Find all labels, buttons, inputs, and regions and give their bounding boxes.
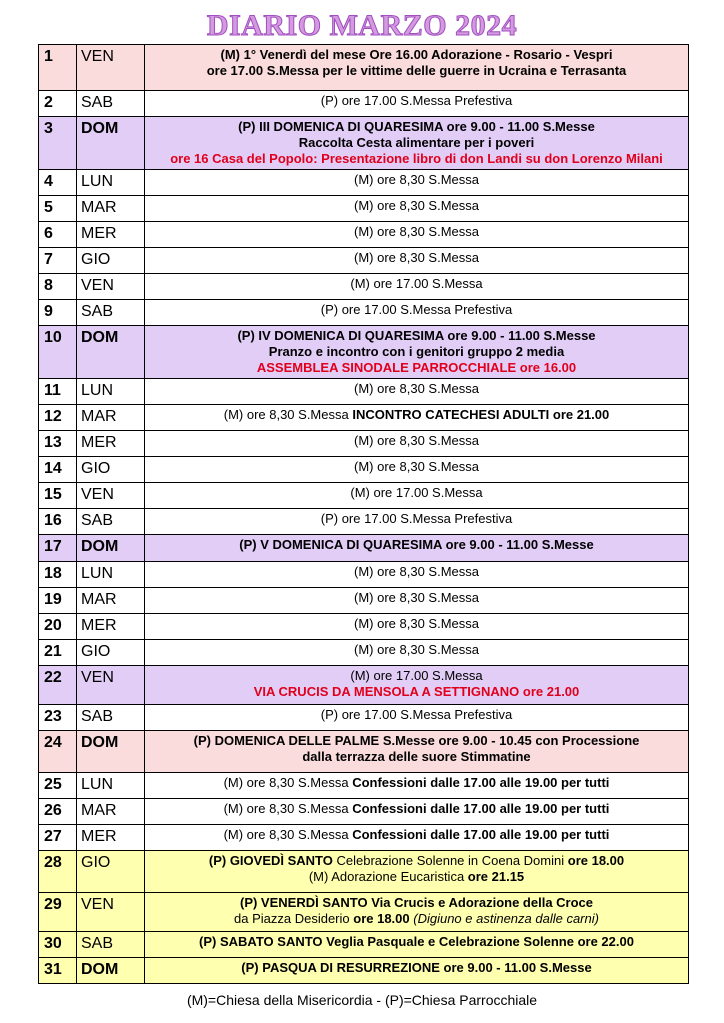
weekday: MAR	[77, 196, 145, 222]
event-text: (P) V DOMENICA DI QUARESIMA ore 9.00 - 11.00 S.Messe	[239, 537, 594, 552]
weekday: LUN	[77, 562, 145, 588]
event-text: Raccolta Cesta alimentare per i poveri	[298, 135, 535, 150]
weekday: GIO	[77, 640, 145, 666]
day-number: 28	[39, 851, 77, 893]
event-line	[149, 151, 684, 167]
weekday: VEN	[77, 45, 145, 91]
weekday: SAB	[77, 509, 145, 535]
day-number: 23	[39, 705, 77, 731]
diary-row	[39, 222, 689, 248]
event-line	[149, 302, 684, 318]
event-line	[149, 642, 684, 658]
event-cell	[145, 405, 689, 431]
day-number: 8	[39, 274, 77, 300]
event-cell	[145, 893, 689, 932]
event-text: (M) ore 17.00 S.Messa	[350, 668, 483, 683]
weekday: DOM	[77, 731, 145, 773]
weekday: MER	[77, 222, 145, 248]
diary-row	[39, 45, 689, 91]
event-cell	[145, 483, 689, 509]
event-cell	[145, 379, 689, 405]
event-text: (P) DOMENICA DELLE PALME S.Messe ore 9.00 - 10.45 con Processione	[193, 733, 640, 748]
event-line	[149, 616, 684, 632]
weekday: MER	[77, 825, 145, 851]
event-line	[149, 564, 684, 580]
diary-row	[39, 248, 689, 274]
weekday: DOM	[77, 535, 145, 562]
weekday: MER	[77, 614, 145, 640]
diary-row	[39, 705, 689, 731]
event-line	[149, 344, 684, 360]
event-cell	[145, 91, 689, 117]
weekday: LUN	[77, 170, 145, 196]
event-text: (M) ore 17.00 S.Messa	[350, 485, 483, 500]
event-cell	[145, 457, 689, 483]
event-text: (M) ore 8,30 S.Messa	[354, 172, 479, 187]
day-number: 7	[39, 248, 77, 274]
day-number: 22	[39, 666, 77, 705]
event-text: (P) PASQUA DI RESURREZIONE ore 9.00 - 11.00 S.Messe	[241, 960, 592, 975]
event-text: ore 18.00	[353, 911, 414, 926]
event-text: (M) ore 8,30 S.Messa	[354, 642, 479, 657]
diary-row	[39, 640, 689, 666]
event-line	[149, 328, 684, 344]
weekday: SAB	[77, 91, 145, 117]
diary-row	[39, 274, 689, 300]
event-line	[149, 934, 684, 950]
event-text: (M) ore 8,30 S.Messa	[354, 564, 479, 579]
weekday: MER	[77, 431, 145, 457]
day-number: 14	[39, 457, 77, 483]
event-text: (P) VENERDÌ SANTO Via Crucis e Adorazione della Croce	[239, 895, 594, 910]
event-text: (M) ore 8,30 S.Messa	[223, 407, 353, 422]
legend: (M)=Chiesa della Misericordia - (P)=Chiesa Parrocchiale	[186, 992, 538, 1008]
day-number: 12	[39, 405, 77, 431]
event-text: (P) ore 17.00 S.Messa Prefestiva	[320, 93, 513, 108]
event-text: (M) ore 8,30 S.Messa	[354, 459, 479, 474]
event-text: Confessioni dalle 17.00 alle 19.00 per tutti	[352, 775, 610, 790]
event-line	[149, 172, 684, 188]
day-number: 27	[39, 825, 77, 851]
day-number: 30	[39, 932, 77, 958]
diary-row	[39, 958, 689, 984]
day-number: 13	[39, 431, 77, 457]
diary-row	[39, 91, 689, 117]
day-number: 25	[39, 773, 77, 799]
event-line	[149, 869, 684, 885]
event-line	[149, 93, 684, 109]
diary-row	[39, 799, 689, 825]
day-number: 17	[39, 535, 77, 562]
event-cell	[145, 932, 689, 958]
day-number: 29	[39, 893, 77, 932]
diary-row	[39, 535, 689, 562]
event-text: (M) ore 8,30 S.Messa	[354, 433, 479, 448]
event-line	[149, 960, 684, 976]
day-number: 9	[39, 300, 77, 326]
event-text: VIA CRUCIS DA MENSOLA A SETTIGNANO ore 21.00	[253, 684, 580, 699]
event-line	[149, 668, 684, 684]
weekday: GIO	[77, 248, 145, 274]
event-line	[149, 707, 684, 723]
event-text: da Piazza Desiderio	[234, 911, 354, 926]
diary-row	[39, 509, 689, 535]
event-text: (M) Adorazione Eucaristica	[308, 869, 468, 884]
event-cell	[145, 588, 689, 614]
weekday: DOM	[77, 117, 145, 170]
event-cell	[145, 300, 689, 326]
diary-row	[39, 300, 689, 326]
event-text: (M) ore 8,30 S.Messa	[354, 224, 479, 239]
event-cell	[145, 274, 689, 300]
day-number: 3	[39, 117, 77, 170]
weekday: VEN	[77, 483, 145, 509]
event-text: (M) ore 8,30 S.Messa	[354, 616, 479, 631]
event-line	[149, 360, 684, 376]
event-line	[149, 119, 684, 135]
weekday: LUN	[77, 379, 145, 405]
event-cell	[145, 640, 689, 666]
weekday: GIO	[77, 851, 145, 893]
event-cell	[145, 170, 689, 196]
diary-row	[39, 773, 689, 799]
weekday: SAB	[77, 932, 145, 958]
diary-row	[39, 431, 689, 457]
event-cell	[145, 614, 689, 640]
weekday: LUN	[77, 773, 145, 799]
event-text: (P) GIOVEDÌ SANTO	[208, 853, 337, 868]
day-number: 31	[39, 958, 77, 984]
event-line	[149, 224, 684, 240]
event-text: dalla terrazza delle suore Stimmatine	[302, 749, 531, 764]
diary-row	[39, 932, 689, 958]
weekday: VEN	[77, 893, 145, 932]
event-line	[149, 63, 684, 79]
diary-row	[39, 851, 689, 893]
event-cell	[145, 562, 689, 588]
event-cell	[145, 825, 689, 851]
event-line	[149, 853, 684, 869]
weekday: DOM	[77, 958, 145, 984]
event-line	[149, 511, 684, 527]
event-cell	[145, 196, 689, 222]
event-text: (P) ore 17.00 S.Messa Prefestiva	[320, 302, 513, 317]
event-cell	[145, 248, 689, 274]
event-text: Celebrazione Solenne in Coena Domini	[336, 853, 568, 868]
event-text: Confessioni dalle 17.00 alle 19.00 per tutti	[352, 827, 610, 842]
event-cell	[145, 326, 689, 379]
event-cell	[145, 731, 689, 773]
event-text: ore 16 Casa del Popolo: Presentazione libro di don Landi su don Lorenzo Milani	[170, 151, 663, 166]
event-line	[149, 827, 684, 843]
event-line	[149, 801, 684, 817]
event-cell	[145, 773, 689, 799]
event-text: Pranzo e incontro con i genitori gruppo 2 media	[268, 344, 565, 359]
event-text: (M) ore 17.00 S.Messa	[350, 276, 483, 291]
weekday: VEN	[77, 666, 145, 705]
event-line	[149, 407, 684, 423]
weekday: GIO	[77, 457, 145, 483]
event-text: (M) ore 8,30 S.Messa	[354, 590, 479, 605]
event-text: (M) ore 8,30 S.Messa	[354, 381, 479, 396]
diary-row	[39, 483, 689, 509]
event-text: (P) SABATO SANTO Veglia Pasquale e Celebrazione Solenne ore 22.00	[199, 934, 634, 949]
event-line	[149, 47, 684, 63]
weekday: MAR	[77, 588, 145, 614]
event-cell	[145, 535, 689, 562]
diary-row	[39, 562, 689, 588]
day-number: 5	[39, 196, 77, 222]
event-cell	[145, 222, 689, 248]
diary-row	[39, 893, 689, 932]
day-number: 24	[39, 731, 77, 773]
event-line	[149, 459, 684, 475]
event-text: (M) ore 8,30 S.Messa	[354, 198, 479, 213]
event-text: (P) III DOMENICA DI QUARESIMA ore 9.00 - 11.00 S.Messe	[238, 119, 595, 134]
event-text: ore 21.15	[467, 869, 525, 884]
event-text: (M) ore 8,30 S.Messa	[223, 775, 353, 790]
event-line	[149, 276, 684, 292]
weekday: SAB	[77, 705, 145, 731]
weekday: MAR	[77, 799, 145, 825]
diary-row	[39, 379, 689, 405]
event-line	[149, 911, 684, 927]
event-line	[149, 684, 684, 700]
event-line	[149, 250, 684, 266]
diary-row	[39, 457, 689, 483]
event-cell	[145, 431, 689, 457]
day-number: 16	[39, 509, 77, 535]
page-title: DIARIO MARZO 2024	[206, 9, 518, 42]
day-number: 21	[39, 640, 77, 666]
event-text: ASSEMBLEA SINODALE PARROCCHIALE ore 16.00	[256, 360, 577, 375]
diary-row	[39, 117, 689, 170]
event-line	[149, 895, 684, 911]
day-number: 1	[39, 45, 77, 91]
day-number: 4	[39, 170, 77, 196]
diary-row	[39, 196, 689, 222]
event-cell	[145, 117, 689, 170]
day-number: 18	[39, 562, 77, 588]
weekday: DOM	[77, 326, 145, 379]
diary-table	[38, 44, 689, 984]
event-line	[149, 198, 684, 214]
event-line	[149, 537, 684, 553]
event-text: (M) ore 8,30 S.Messa	[223, 827, 353, 842]
event-text: (P) IV DOMENICA DI QUARESIMA ore 9.00 - 11.00 S.Messe	[237, 328, 596, 343]
event-text: (Digiuno e astinenza dalle carni)	[413, 911, 599, 926]
event-text: INCONTRO CATECHESI ADULTI ore 21.00	[352, 407, 610, 422]
event-text: (P) ore 17.00 S.Messa Prefestiva	[320, 511, 513, 526]
day-number: 2	[39, 91, 77, 117]
diary-row	[39, 405, 689, 431]
event-cell	[145, 509, 689, 535]
day-number: 15	[39, 483, 77, 509]
event-line	[149, 749, 684, 765]
event-text: ore 18.00	[567, 853, 625, 868]
event-cell	[145, 958, 689, 984]
day-number: 20	[39, 614, 77, 640]
event-line	[149, 590, 684, 606]
day-number: 11	[39, 379, 77, 405]
day-number: 10	[39, 326, 77, 379]
event-line	[149, 733, 684, 749]
event-text: (M) 1° Venerdì del mese Ore 16.00 Adorazione - Rosario - Vespri	[220, 47, 613, 62]
event-text: (M) ore 8,30 S.Messa	[223, 801, 353, 816]
day-number: 26	[39, 799, 77, 825]
event-text: (M) ore 8,30 S.Messa	[354, 250, 479, 265]
event-line	[149, 381, 684, 397]
event-cell	[145, 705, 689, 731]
diary-row	[39, 326, 689, 379]
event-cell	[145, 666, 689, 705]
event-cell	[145, 799, 689, 825]
event-line	[149, 433, 684, 449]
weekday: MAR	[77, 405, 145, 431]
event-line	[149, 135, 684, 151]
event-text: Confessioni dalle 17.00 alle 19.00 per tutti	[352, 801, 610, 816]
diary-row	[39, 614, 689, 640]
diary-rows	[39, 45, 689, 984]
day-number: 19	[39, 588, 77, 614]
event-line	[149, 485, 684, 501]
weekday: SAB	[77, 300, 145, 326]
day-number: 6	[39, 222, 77, 248]
event-text: ore 17.00 S.Messa per le vittime delle guerre in Ucraina e Terrasanta	[206, 63, 627, 78]
diary-row	[39, 170, 689, 196]
event-cell	[145, 851, 689, 893]
diary-row	[39, 666, 689, 705]
weekday: VEN	[77, 274, 145, 300]
diary-row	[39, 588, 689, 614]
event-line	[149, 775, 684, 791]
event-text: (P) ore 17.00 S.Messa Prefestiva	[320, 707, 513, 722]
diary-row	[39, 731, 689, 773]
diary-row	[39, 825, 689, 851]
event-cell	[145, 45, 689, 91]
